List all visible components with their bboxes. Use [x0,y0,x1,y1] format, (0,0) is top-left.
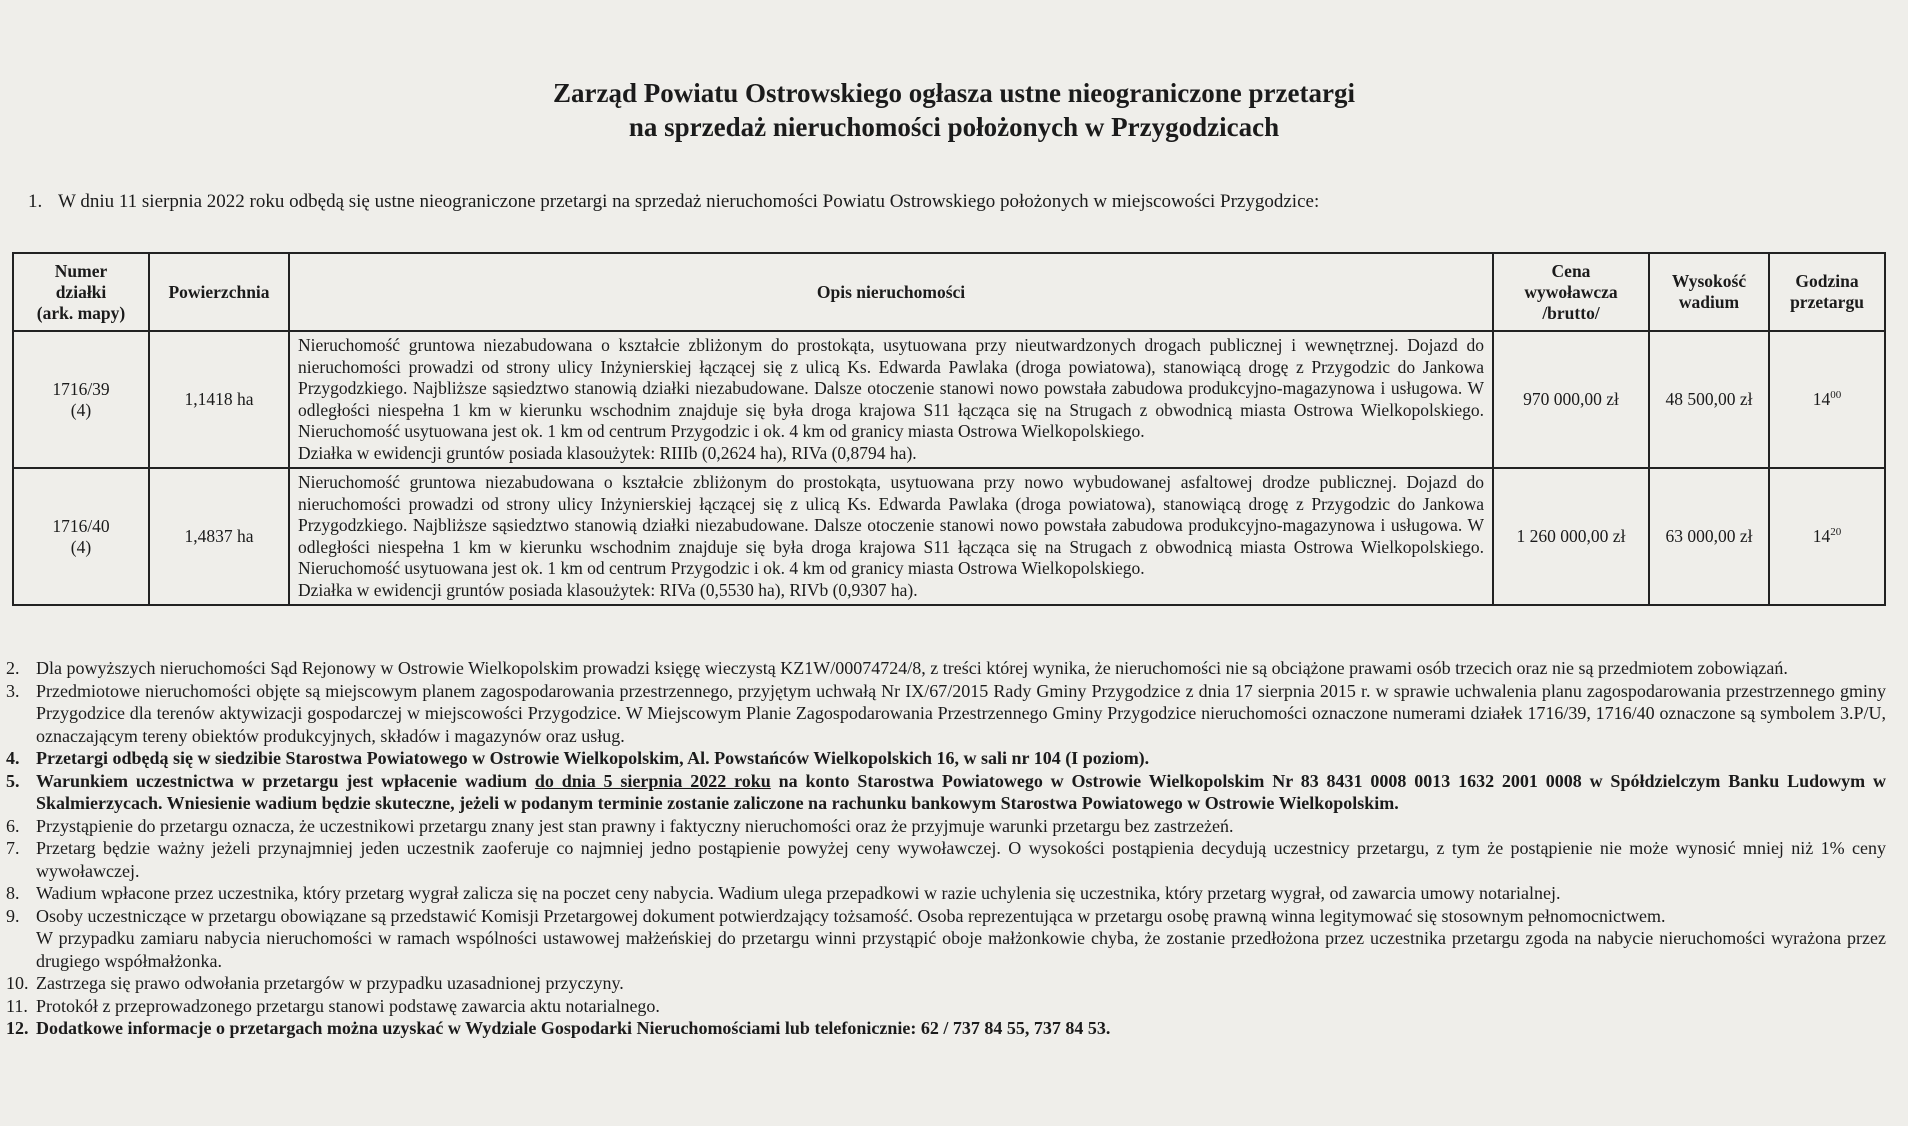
point-text: Protokół z przeprowadzonego przetargu stanowi podstawę zawarcia aktu notarialnego. [36,995,660,1016]
point-text-part: Warunkiem uczestnictwa w przetargu jest wpłacenie wadium [36,770,535,791]
point-number: 5. [6,770,20,791]
description-text: Nieruchomość gruntowa niezabudowana o kształcie zbliżonym do prostokąta, usytuowana przy nieutwardzonych drogach publicznej i wewnętrznej. Dojazd do nieruchomości prowadzi od strony ulicy Inżynierskiej łączącej się z ulicą Ks. Edwarda Pawlaka (droga powiatowa), stanowiącą drogę z Przygodzic do Jankowa Przygodzkiego. Najbliższe sąsiedztwo stanowią działki niezabudowane. Dalsze otoczenie stanowi nowo powstała zabudowa produkcyjno-magazynowa i usługowa. W odległości niespełna 1 km w kierunku wschodnim znajduje się była droga krajowa S11 łącząca się na Strugach z obwodnicą miasta Ostrowa Wielkopolskiego. Nieruchomość usytuowana jest ok. 1 km od centrum Przygodzic i ok. 4 km od granicy miasta Ostrowa Wielkopolskiego. [298,335,1484,441]
cell-numer [13,331,149,468]
point-text: Dodatkowe informacje o przetargach można uzyskać w Wydziale Gospodarki Nieruchomościami lub telefonicznie: 62 / 737 84 55, 737 84 53. [36,1018,1111,1038]
point-number: 11. [6,995,28,1016]
header-text: Cena [1551,260,1591,281]
point-number: 4. [6,748,20,768]
header-opis: Opis nieruchomości [289,253,1493,331]
list-item [6,680,1886,748]
hour: 14 [1812,389,1831,409]
point-text-part: Osoby uczestniczące w przetargu obowiązane są przedstawić Komisji Przetargowej dokument potwierdzający tożsamość. Osoba reprezentująca w przetargu osobę prawną winna legitymować się stosownym pełnomocnictwem. [36,905,1666,926]
table-header-row [13,253,1885,331]
deadline-date: do dnia 5 sierpnia 2022 roku [534,770,771,791]
point-text: Przetarg będzie ważny jeżeli przynajmniej jeden uczestnik zaoferuje co najmniej jedno postąpienie powyżej ceny wywoławczej. O wysokości postąpienia decydują uczestnicy przetargu, z tym że postąpienie nie może wynosić mniej niż 1% ceny wywoławczej. [36,838,1886,881]
point-number: 2. [6,658,20,678]
point-1 [28,190,1888,214]
title-line-2: na sprzedaż nieruchomości położonych w Przygodzicach [628,112,1280,142]
map-sheet: (4) [70,399,92,420]
point-text-part: W przypadku zamiaru nabycia nieruchomości w ramach wspólności ustawowej małżeńskiej do przetargu winni przystąpić oboje małżonkowie chyba, że zostanie przedłożona przez uczestnika przetargu zgoda na nabycie nieruchomości wyrażona przez drugiego współmałżonka. [36,928,1886,971]
cell-opis [289,468,1493,605]
list-item [6,882,1886,905]
point-text: Dla powyższych nieruchomości Sąd Rejonowy w Ostrowie Wielkopolskim prowadzi księgę wieczystą KZ1W/00074724/8, z treści której wynika, że nieruchomości nie są obciążone prawami osób trzecich oraz nie są przedmiotem zobowiązań. [36,658,1788,678]
list-item [6,1017,1886,1040]
point-text-part: na konto Starostwa Powiatowego w Ostrowie Wielkopolskim Nr 83 8431 0008 0013 1632 2001 0008 w Spółdzielczym Banku Ludowym w Skalmierzycach. Wniesienie wadium będzie skuteczne, jeżeli w podanym terminie zostanie zaliczone na rachunku bankowym Starostwa Powiatowego w Ostrowie Wielkopolskim. [36,770,1887,813]
property-table [12,252,1886,606]
header-numer-dzialki [13,253,149,331]
minutes: 00 [1830,389,1842,402]
minutes: 20 [1830,526,1842,539]
list-item [6,837,1886,882]
point-number: 9. [6,905,20,926]
cell-numer [13,468,149,605]
cell-cena: 970 000,00 zł [1493,331,1649,468]
list-item [6,815,1886,838]
point-number: 3. [6,680,20,701]
list-item [6,995,1886,1018]
header-text: Wysokość [1671,271,1747,291]
parcel-number: 1716/39 [52,378,110,399]
header-text: /brutto/ [1542,302,1600,323]
cell-powierzchnia: 1,4837 ha [149,468,289,605]
header-powierzchnia: Powierzchnia [149,253,289,331]
point-number: 7. [6,838,20,858]
cell-wadium: 48 500,00 zł [1649,331,1769,468]
point-text [36,770,1886,815]
cell-wadium: 63 000,00 zł [1649,468,1769,605]
header-text: działki [55,281,107,302]
point-number: 8. [6,883,20,903]
cell-opis [289,331,1493,468]
header-text: przetargu [1790,292,1864,312]
point-text: Wadium wpłacone przez uczestnika, który przetarg wygrał zalicza się na poczet ceny nabycia. Wadium ulega przepadkowi w razie uchylenia się uczestnika, który przetarg wygrał, od zawarcia umowy notarialnej. [36,883,1561,903]
header-wadium [1649,253,1769,331]
cell-godzina [1769,468,1885,605]
point-number: 6. [6,815,20,836]
conditions-list [6,657,1886,1040]
point-number: 1. [28,191,43,212]
description-text: Nieruchomość gruntowa niezabudowana o kształcie zbliżonym do prostokąta, usytuowana przy nowo wybudowanej asfaltowej drodze publicznej. Dojazd do nieruchomości prowadzi od strony ulicy Inżynierskiej łączącej się z ulicą Ks. Edwarda Pawlaka (droga powiatowa), stanowiącą drogę z Przygodzic do Jankowa Przygodzkiego. Najbliższe sąsiedztwo stanowią działki niezabudowane. Dalsze otoczenie stanowi nowo powstała zabudowa produkcyjno-magazynowa i usługowa. W odległości niespełna 1 km w kierunku wschodnim znajduje się była droga krajowa S11 łącząca się na Strugach z obwodnicą miasta Ostrowa Wielkopolskiego. Nieruchomość usytuowana jest ok. 1 km od centrum Przygodzic i ok. 4 km od granicy miasta Ostrowa Wielkopolskiego. [298,472,1484,578]
header-text: wadium [1678,292,1740,312]
list-item [6,657,1886,680]
cell-powierzchnia: 1,1418 ha [149,331,289,468]
title-line-1: Zarząd Powiatu Ostrowskiego ogłasza ustne nieograniczone przetargi [553,78,1355,108]
land-class-text: Działka w ewidencji gruntów posiada klasoużytek: RIIIb (0,2624 ha), RIVa (0,8794 ha). [298,442,917,463]
point-text: W dniu 11 sierpnia 2022 roku odbędą się ustne nieograniczone przetargi na sprzedaż nieruchomości Powiatu Ostrowskiego położonych w miejscowości Przygodzice: [58,191,1320,212]
table-row [13,468,1885,605]
page-title [0,76,1908,144]
cell-cena: 1 260 000,00 zł [1493,468,1649,605]
list-item [6,770,1886,815]
header-text: wywoławcza [1524,281,1618,302]
point-text [36,905,1886,973]
list-item [6,972,1886,995]
map-sheet: (4) [70,536,92,557]
cell-godzina [1769,331,1885,468]
list-item [6,905,1886,973]
header-cena [1493,253,1649,331]
land-class-text: Działka w ewidencji gruntów posiada klasoużytek: RIVa (0,5530 ha), RIVb (0,9307 ha). [298,579,918,600]
point-text: Przystąpienie do przetargu oznacza, że uczestnikowi przetargu znany jest stan prawny i faktyczny nieruchomości oraz że przyjmuje warunki przetargu bez zastrzeżeń. [36,815,1234,836]
point-number: 10. [6,973,29,993]
point-text: Przedmiotowe nieruchomości objęte są miejscowym planem zagospodarowania przestrzennego, przyjętym uchwałą Nr IX/67/2015 Rady Gminy Przygodzice z dnia 17 sierpnia 2015 r. w sprawie uchwalenia planu zagospodarowania przestrzennego gminy Przygodzice dla terenów aktywizacji gospodarczej w miejscowości Przygodzice. W Miejscowym Planie Zagospodarowania Przestrzennego Gminy Przygodzice nieruchomości oznaczone numerami działek 1716/39, 1716/40 oznaczone są symbolem 3.P/U, oznaczającym tereny obiektów produkcyjnych, składów i magazynów oraz usług. [36,680,1886,746]
table-row [13,331,1885,468]
point-text: Przetargi odbędą się w siedzibie Starostwa Powiatowego w Ostrowie Wielkopolskim, Al. Powstańców Wielkopolskich 16, w sali nr 104 (I poziom). [36,748,1150,768]
header-text: Numer [54,260,108,281]
point-number: 12. [6,1018,29,1038]
point-text: Zastrzega się prawo odwołania przetargów w przypadku uzasadnionej przyczyny. [36,973,624,993]
hour: 14 [1812,526,1831,546]
header-text: (ark. mapy) [36,302,126,323]
parcel-number: 1716/40 [52,515,110,536]
header-godzina [1769,253,1885,331]
header-text: Godzina [1795,271,1859,291]
list-item [6,747,1886,770]
